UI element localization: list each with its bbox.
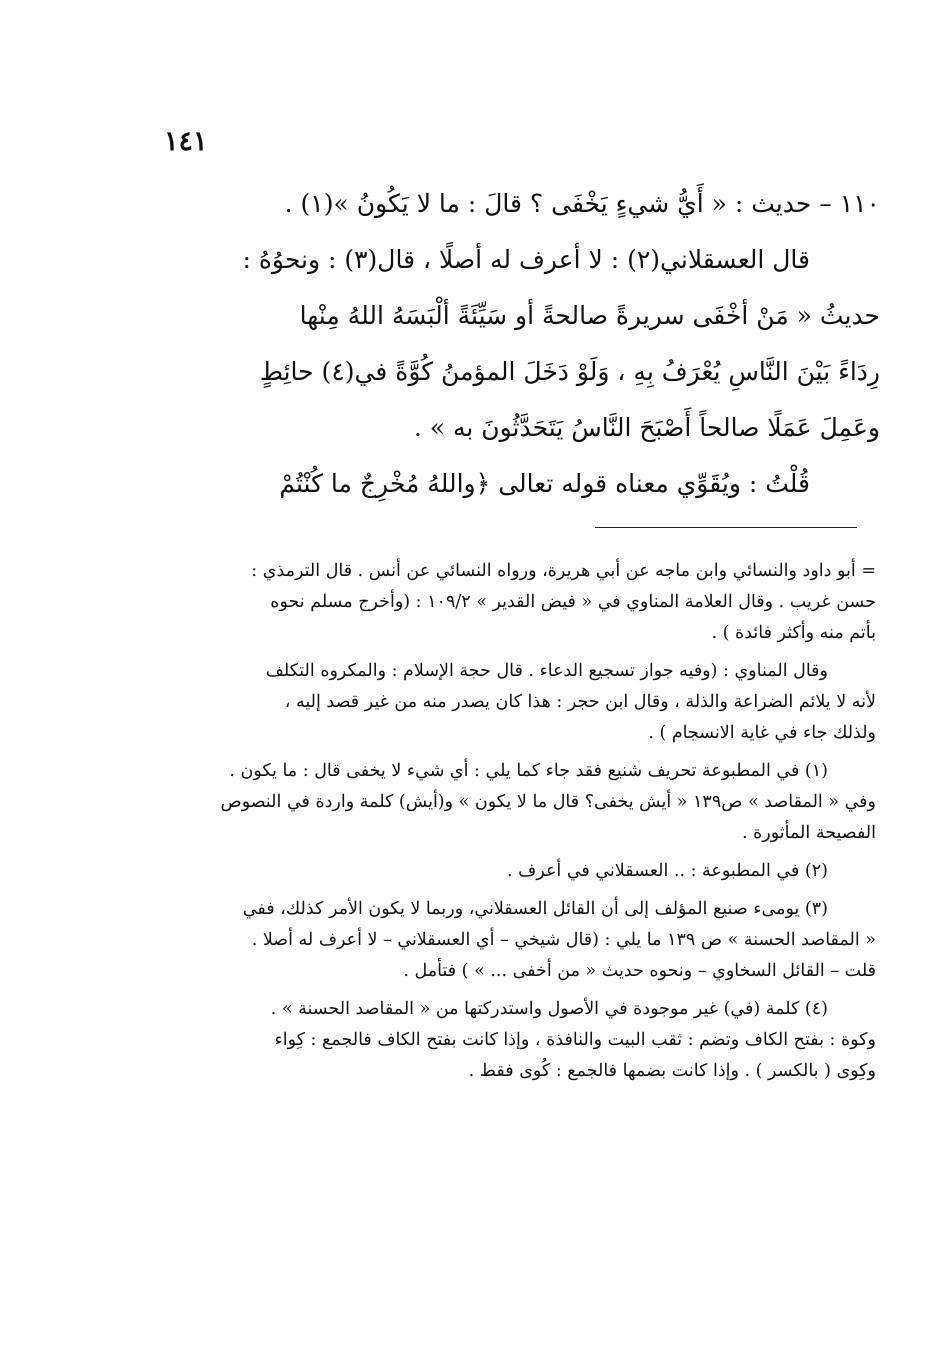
footnote-line: ولذلك جاء في غاية الانسجام ) . (648, 723, 876, 743)
page-number: ١٤١ (164, 126, 208, 157)
footnote-4-line: (٤) كلمة (في) غير موجودة في الأصول واستدركتها من « المقاصد الحسنة » . (270, 999, 828, 1019)
hadith-heading-line: ١١٠ – حديث : « أَيُّ شيءٍ يَخْفَى ؟ قالَ : ما لا يَكُونُ »(١) . (284, 189, 880, 218)
footnote-divider (595, 527, 857, 528)
footnote-4-line: وكوة : بفتح الكاف وتضم : ثقب البيت والنافذة ، وإذا كانت بفتح الكاف فالجمع : كِواء (274, 1030, 876, 1050)
main-text-line: قال العسقلاني(٢) : لا أعرف له أصلًا ، قال(٣) : ونحوُهُ : (242, 245, 810, 274)
footnote-1-line: وفي « المقاصد » ص١٣٩ « أيش يخفى؟ قال ما لا يكون » و(أيش) كلمة واردة في النصوص (220, 792, 876, 812)
footnote-line: لأنه لا يلائم الضراعة والذلة ، وقال ابن حجر : هذا كان يصدر منه من غير قصد إليه ، (284, 692, 876, 712)
footnote-1-line: الفصيحة المأثورة . (741, 823, 876, 843)
footnote-continuation-line: حسن غريب . وقال العلامة المناوي في « فيض القدير » ١٠٩/٢ : (وأخرج مسلم نحوه (270, 592, 876, 612)
main-text-line: قُلْتُ : ويُقَوِّي معناه قوله تعالى ﴿واللهُ مُخْرِجٌ ما كُنْتُمْ (279, 469, 810, 498)
main-text (150, 176, 880, 512)
footnote-2-line: (٢) في المطبوعة : .. العسقلاني في أعرف . (507, 861, 828, 881)
footnotes (188, 556, 876, 1087)
main-text-line: رِدَاءً بَيْنَ النَّاسِ يُعْرَفُ بِهِ ، وَلَوْ دَخَلَ المؤمنُ كُوَّةً في(٤) حائِطٍ (259, 357, 880, 386)
footnote-line: وقال المناوي : (وفيه جواز تسجيع الدعاء . قال حجة الإسلام : والمكروه التكلف (265, 661, 828, 681)
footnote-continuation-line: = أبو داود والنسائي وابن ماجه عن أبي هريرة، ورواه النسائي عن أنس . قال الترمذي : (251, 561, 876, 581)
footnote-4-line: وكِوى ( بالكسر ) . وإذا كانت بضمها فالجمع : كُوى فقط . (468, 1061, 876, 1081)
main-text-line: وعَمِلَ عَمَلًا صالحاً أَصْبَحَ النَّاسُ يَتَحَدَّثُونَ به » . (413, 413, 880, 442)
footnote-3-line: « المقاصد الحسنة » ص ١٣٩ ما يلي : (قال شيخي – أي العسقلاني – لا أعرف له أصلا . (251, 930, 876, 950)
footnote-continuation-line: بأتم منه وأكثر فائدة ) . (711, 623, 876, 643)
footnote-3-line: (٣) يومىء صنيع المؤلف إلى أن القائل العسقلاني، وربما لا يكون الأمر كذلك، ففي (242, 899, 828, 919)
footnote-3-line: قلت – القائل السخاوي – ونحوه حديث « من أخفى ... » ) فتأمل . (403, 961, 876, 981)
main-text-line: حديثُ « مَنْ أخْفَى سريرةً صالحةً أو سَيِّئَةً ألْبَسَهُ اللهُ مِنْها (299, 301, 880, 330)
footnote-1-line: (١) في المطبوعة تحريف شنيع فقد جاء كما يلي : أي شيء لا يخفى قال : ما يكون . (229, 761, 828, 781)
